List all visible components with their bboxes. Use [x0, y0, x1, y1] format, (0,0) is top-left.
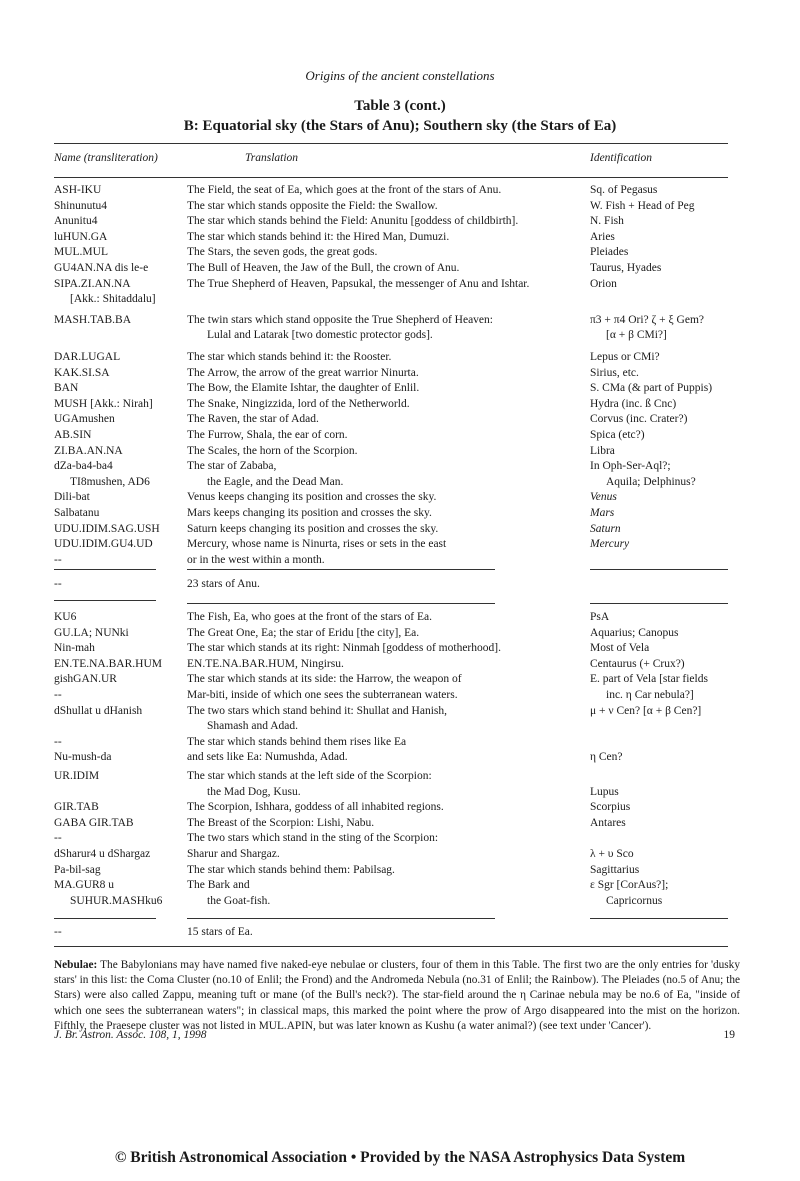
anu-row-identification: Pleiades — [590, 246, 629, 259]
anu-row-identification: Spica (etc?) — [590, 429, 645, 441]
ea-row-translation: The star which stands at its side: the Harrow, the weapon of — [187, 673, 462, 686]
anu-total-rule-id — [590, 603, 728, 604]
anu-row-identification: Sq. of Pegasus — [590, 184, 658, 196]
ea-row-translation: The two stars which stand behind it: Shullat and Hanish, — [187, 704, 447, 717]
anu-total-rule-name — [54, 600, 156, 601]
ea-row-identification: Most of Vela — [590, 642, 650, 655]
anu-sum-rule-name — [54, 569, 156, 570]
anu-row-translation: The star which stands behind the Field: Anunitu [goddess of childbirth]. — [187, 215, 519, 228]
anu-sum-rule-id — [590, 569, 728, 570]
table-title: Table 3 (cont.) — [354, 98, 446, 114]
ea-row-translation: The Scorpion, Ishhara, goddess of all inhabited regions. — [187, 801, 444, 814]
anu-row-name: Salbatanu — [54, 507, 100, 519]
table-bottom-rule — [54, 946, 728, 947]
anu-row-identification: Mars — [590, 507, 615, 519]
ea-row-identification: Lupus — [590, 785, 619, 798]
anu-row-name: DAR.LUGAL — [54, 351, 121, 363]
anu-row-translation: the Eagle, and the Dead Man. — [207, 475, 344, 488]
ea-row-translation: The star which stands at its right: Ninmah [goddess of motherhood]. — [187, 642, 501, 655]
journal-footer: J. Br. Astron. Assoc. 108, 1, 1998 — [54, 1029, 207, 1041]
anu-row-identification: Mercury — [590, 538, 630, 551]
ea-row-name: EN.TE.NA.BAR.HUM — [54, 657, 162, 670]
ea-row-identification: PsA — [590, 611, 610, 623]
ea-row-translation: EN.TE.NA.BAR.HUM, Ningirsu. — [187, 657, 344, 670]
anu-row-identification: Sirius, etc. — [590, 366, 639, 379]
ea-row-identification: Aquarius; Canopus — [590, 626, 679, 639]
ea-row-name: Nu-mush-da — [54, 751, 112, 764]
anu-row-name: AB.SIN — [54, 429, 92, 441]
ea-row-name: GU.LA; NUNki — [54, 626, 129, 639]
ea-row-name: dShullat u dHanish — [54, 704, 143, 717]
nebulae-label: Nebulae: — [54, 959, 98, 971]
table-subtitle: B: Equatorial sky (the Stars of Anu); Southern sky (the Stars of Ea) — [183, 118, 617, 134]
ea-row-identification: λ + υ Sco — [590, 848, 634, 860]
anu-row-translation: Venus keeps changing its position and crosses the sky. — [187, 491, 437, 504]
anu-row-translation: Saturn keeps changing its position and crosses the sky. — [187, 522, 439, 535]
ea-row-identification: Centaurus (+ Crux?) — [590, 657, 685, 670]
anu-row-name: GU4AN.NA dis le-e — [54, 262, 149, 274]
anu-row-identification: N. Fish — [590, 215, 624, 228]
anu-row-translation: Mercury, whose name is Ninurta, rises or sets in the east — [187, 538, 447, 551]
ea-row-name: UR.IDIM — [54, 770, 100, 782]
ea-row-name: Pa-bil-sag — [54, 863, 101, 876]
column-header-identification: Identification — [590, 152, 652, 164]
ea-row-identification: Scorpius — [590, 801, 631, 814]
anu-row-name: UDU.IDIM.SAG.USH — [54, 522, 160, 535]
anu-row-translation: The Furrow, Shala, the ear of corn. — [187, 429, 348, 441]
ea-row-translation: The Breast of the Scorpion: Lishi, Nabu. — [187, 816, 375, 829]
ea-row-name: GABA GIR.TAB — [54, 816, 134, 829]
anu-row-name: [Akk.: Shitaddalu] — [70, 293, 156, 306]
ea-row-translation: and sets like Ea: Numushda, Adad. — [187, 751, 348, 764]
anu-row-name: Anunitu4 — [54, 215, 98, 228]
ea-row-name: -- — [54, 735, 62, 748]
anu-row-name: luHUN.GA — [54, 230, 108, 243]
column-header-name: Name (transliteration) — [54, 152, 158, 164]
anu-row-name: Shinunutu4 — [54, 199, 108, 212]
anu-row-translation: or in the west within a month. — [187, 553, 325, 566]
anu-row-name: MUSH [Akk.: Nirah] — [54, 397, 153, 410]
anu-row-name: dZa-ba4-ba4 — [54, 460, 113, 473]
anu-row-identification: Aries — [590, 230, 615, 243]
ea-row-identification: η Cen? — [590, 751, 623, 764]
copyright-notice: © British Astronomical Association • Provided by the NASA Astrophysics Data System — [114, 1149, 686, 1166]
ea-row-translation: The star which stands behind them rises like Ea — [187, 735, 407, 748]
ea-row-name: SUHUR.MASHku6 — [70, 894, 163, 907]
anu-row-translation: The twin stars which stand opposite the True Shepherd of Heaven: — [187, 313, 493, 326]
anu-row-identification: Corvus (inc. Crater?) — [590, 413, 688, 426]
anu-row-identification: Saturn — [590, 522, 621, 535]
ea-total-label: 15 stars of Ea. — [187, 926, 253, 938]
anu-row-translation: The Raven, the star of Adad. — [187, 413, 319, 426]
anu-row-translation: Lulal and Latarak [two domestic protector gods]. — [207, 329, 433, 342]
anu-row-translation: The True Shepherd of Heaven, Papsukal, the messenger of Anu and Ishtar. — [187, 277, 530, 290]
anu-row-name: MASH.TAB.BA — [54, 313, 132, 326]
anu-row-translation: The Bow, the Elamite Ishtar, the daughter of Enlil. — [187, 382, 420, 395]
ea-row-translation: the Goat-fish. — [207, 894, 271, 907]
anu-total-name: -- — [54, 578, 62, 590]
anu-row-identification: S. CMa (& part of Puppis) — [590, 382, 713, 395]
anu-row-translation: The Stars, the seven gods, the great gods. — [187, 246, 378, 259]
ea-row-translation: The star which stands at the left side of the Scorpion: — [187, 770, 432, 782]
anu-row-translation: The star which stands behind it: the Rooster. — [187, 351, 392, 363]
anu-row-name: KAK.SI.SA — [54, 366, 110, 379]
anu-row-translation: The Arrow, the arrow of the great warrior Ninurta. — [187, 366, 419, 379]
anu-row-name: UGAmushen — [54, 413, 115, 426]
ea-row-name: -- — [54, 689, 62, 701]
anu-row-translation: The star which stands opposite the Field: the Swallow. — [187, 199, 438, 212]
nebulae-note — [54, 958, 740, 1034]
anu-row-translation: The star of Zababa, — [187, 460, 277, 473]
ea-row-translation: The two stars which stand in the sting of the Scorpion: — [187, 832, 439, 845]
anu-row-translation: Mars keeps changing its position and crosses the sky. — [187, 507, 432, 519]
ea-row-translation: The star which stands behind them: Pabilsag. — [187, 863, 395, 876]
ea-sum-rule-id — [590, 918, 728, 919]
anu-row-translation: The star which stands behind it: the Hired Man, Dumuzi. — [187, 230, 450, 243]
ea-row-translation: Sharur and Shargaz. — [187, 848, 280, 860]
anu-row-name: UDU.IDIM.GU4.UD — [54, 538, 153, 551]
anu-row-identification: Taurus, Hyades — [590, 262, 662, 274]
ea-row-identification: inc. η Car nebula?] — [606, 689, 694, 701]
ea-row-identification: Capricornus — [606, 894, 663, 907]
ea-row-translation: The Great One, Ea; the star of Eridu [the city], Ea. — [187, 626, 420, 639]
ea-row-translation: Mar-biti, inside of which one sees the subterranean waters. — [187, 689, 458, 701]
ea-row-translation: The Fish, Ea, who goes at the front of the stars of Ea. — [187, 611, 432, 623]
anu-row-identification: W. Fish + Head of Peg — [590, 199, 695, 212]
page-number: 19 — [723, 1029, 735, 1041]
ea-row-translation: Shamash and Adad. — [207, 720, 299, 733]
ea-row-name: Nin-mah — [54, 642, 95, 655]
ea-row-translation: The Bark and — [187, 879, 250, 892]
column-header-translation: Translation — [245, 152, 299, 164]
ea-row-name: gishGAN.UR — [54, 673, 117, 686]
anu-sum-rule-translation — [187, 569, 495, 570]
ea-row-name: dSharur4 u dShargaz — [54, 848, 151, 860]
anu-row-identification: Aquila; Delphinus? — [606, 475, 696, 488]
ea-row-identification: E. part of Vela [star fields — [590, 673, 708, 686]
anu-row-name: MUL.MUL — [54, 246, 108, 259]
anu-row-translation: The Bull of Heaven, the Jaw of the Bull, the crown of Anu. — [187, 262, 460, 274]
anu-row-identification: Venus — [590, 491, 617, 504]
anu-row-name: TI8mushen, AD6 — [70, 475, 150, 488]
nebulae-text: The Babylonians may have named five naked-eye nebulae or clusters, four of them in this Table. The first two are the only entries for 'dusky stars' in this list: the Coma Cluster (no.10 of Enlil; the Frond) and the Andromeda Nebula (no.31 of Enlil; the Rainbow). The Pleiades (no.5 of Anu; the Stars) were also called Zappu, meaning tuft or mane (of the Bull's neck?). The star-field around the η Carinae nebula may be no.6 of Ea, "inside of which one sees the subterranean waters"; in classical maps, this marked the point where the prow of Argo disappeared into the mist on the horizon. Fifthly, the Praesepe cluster was not listed in MUL.APIN, but was later known as Kushu (a water animal?) (see text under 'Cancer'). — [54, 959, 740, 1032]
anu-row-name: BAN — [54, 382, 79, 395]
anu-row-translation: The Scales, the horn of the Scorpion. — [187, 444, 358, 457]
anu-row-name: SIPA.ZI.AN.NA — [54, 277, 131, 290]
ea-total-name: -- — [54, 926, 62, 938]
anu-row-name: Dili-bat — [54, 491, 90, 504]
ea-row-name: GIR.TAB — [54, 801, 99, 814]
anu-row-identification: Libra — [590, 444, 615, 457]
anu-row-identification: [α + β CMi?] — [606, 329, 667, 342]
anu-row-identification: π3 + π4 Ori? ζ + ξ Gem? — [590, 313, 704, 326]
ea-sum-rule-translation — [187, 918, 495, 919]
ea-row-identification: Antares — [590, 816, 626, 829]
anu-row-identification: In Oph-Ser-Aql?; — [590, 460, 671, 473]
anu-row-name: ZI.BA.AN.NA — [54, 444, 123, 457]
anu-total-label: 23 stars of Anu. — [187, 578, 260, 590]
running-head: Origins of the ancient constellations — [305, 68, 495, 83]
ea-row-translation: the Mad Dog, Kusu. — [207, 785, 301, 798]
anu-row-name: ASH-IKU — [54, 184, 102, 196]
anu-total-rule-translation — [187, 603, 495, 604]
anu-row-translation: The Field, the seat of Ea, which goes at the front of the stars of Anu. — [187, 184, 502, 196]
ea-row-name: KU6 — [54, 611, 77, 623]
anu-row-identification: Hydra (inc. ß Cnc) — [590, 397, 677, 410]
ea-row-identification: Sagittarius — [590, 863, 640, 876]
ea-row-name: -- — [54, 832, 62, 845]
ea-row-name: MA.GUR8 u — [54, 879, 115, 892]
anu-row-name: -- — [54, 553, 62, 566]
ea-sum-rule-name — [54, 918, 156, 919]
anu-row-translation: The Snake, Ningizzida, lord of the Netherworld. — [187, 397, 410, 410]
anu-row-identification: Orion — [590, 277, 617, 290]
ea-row-identification: μ + ν Cen? [α + β Cen?] — [590, 704, 702, 717]
anu-row-identification: Lepus or CMi? — [590, 351, 660, 363]
ea-row-identification: ε Sgr [CorAus?]; — [590, 879, 669, 892]
